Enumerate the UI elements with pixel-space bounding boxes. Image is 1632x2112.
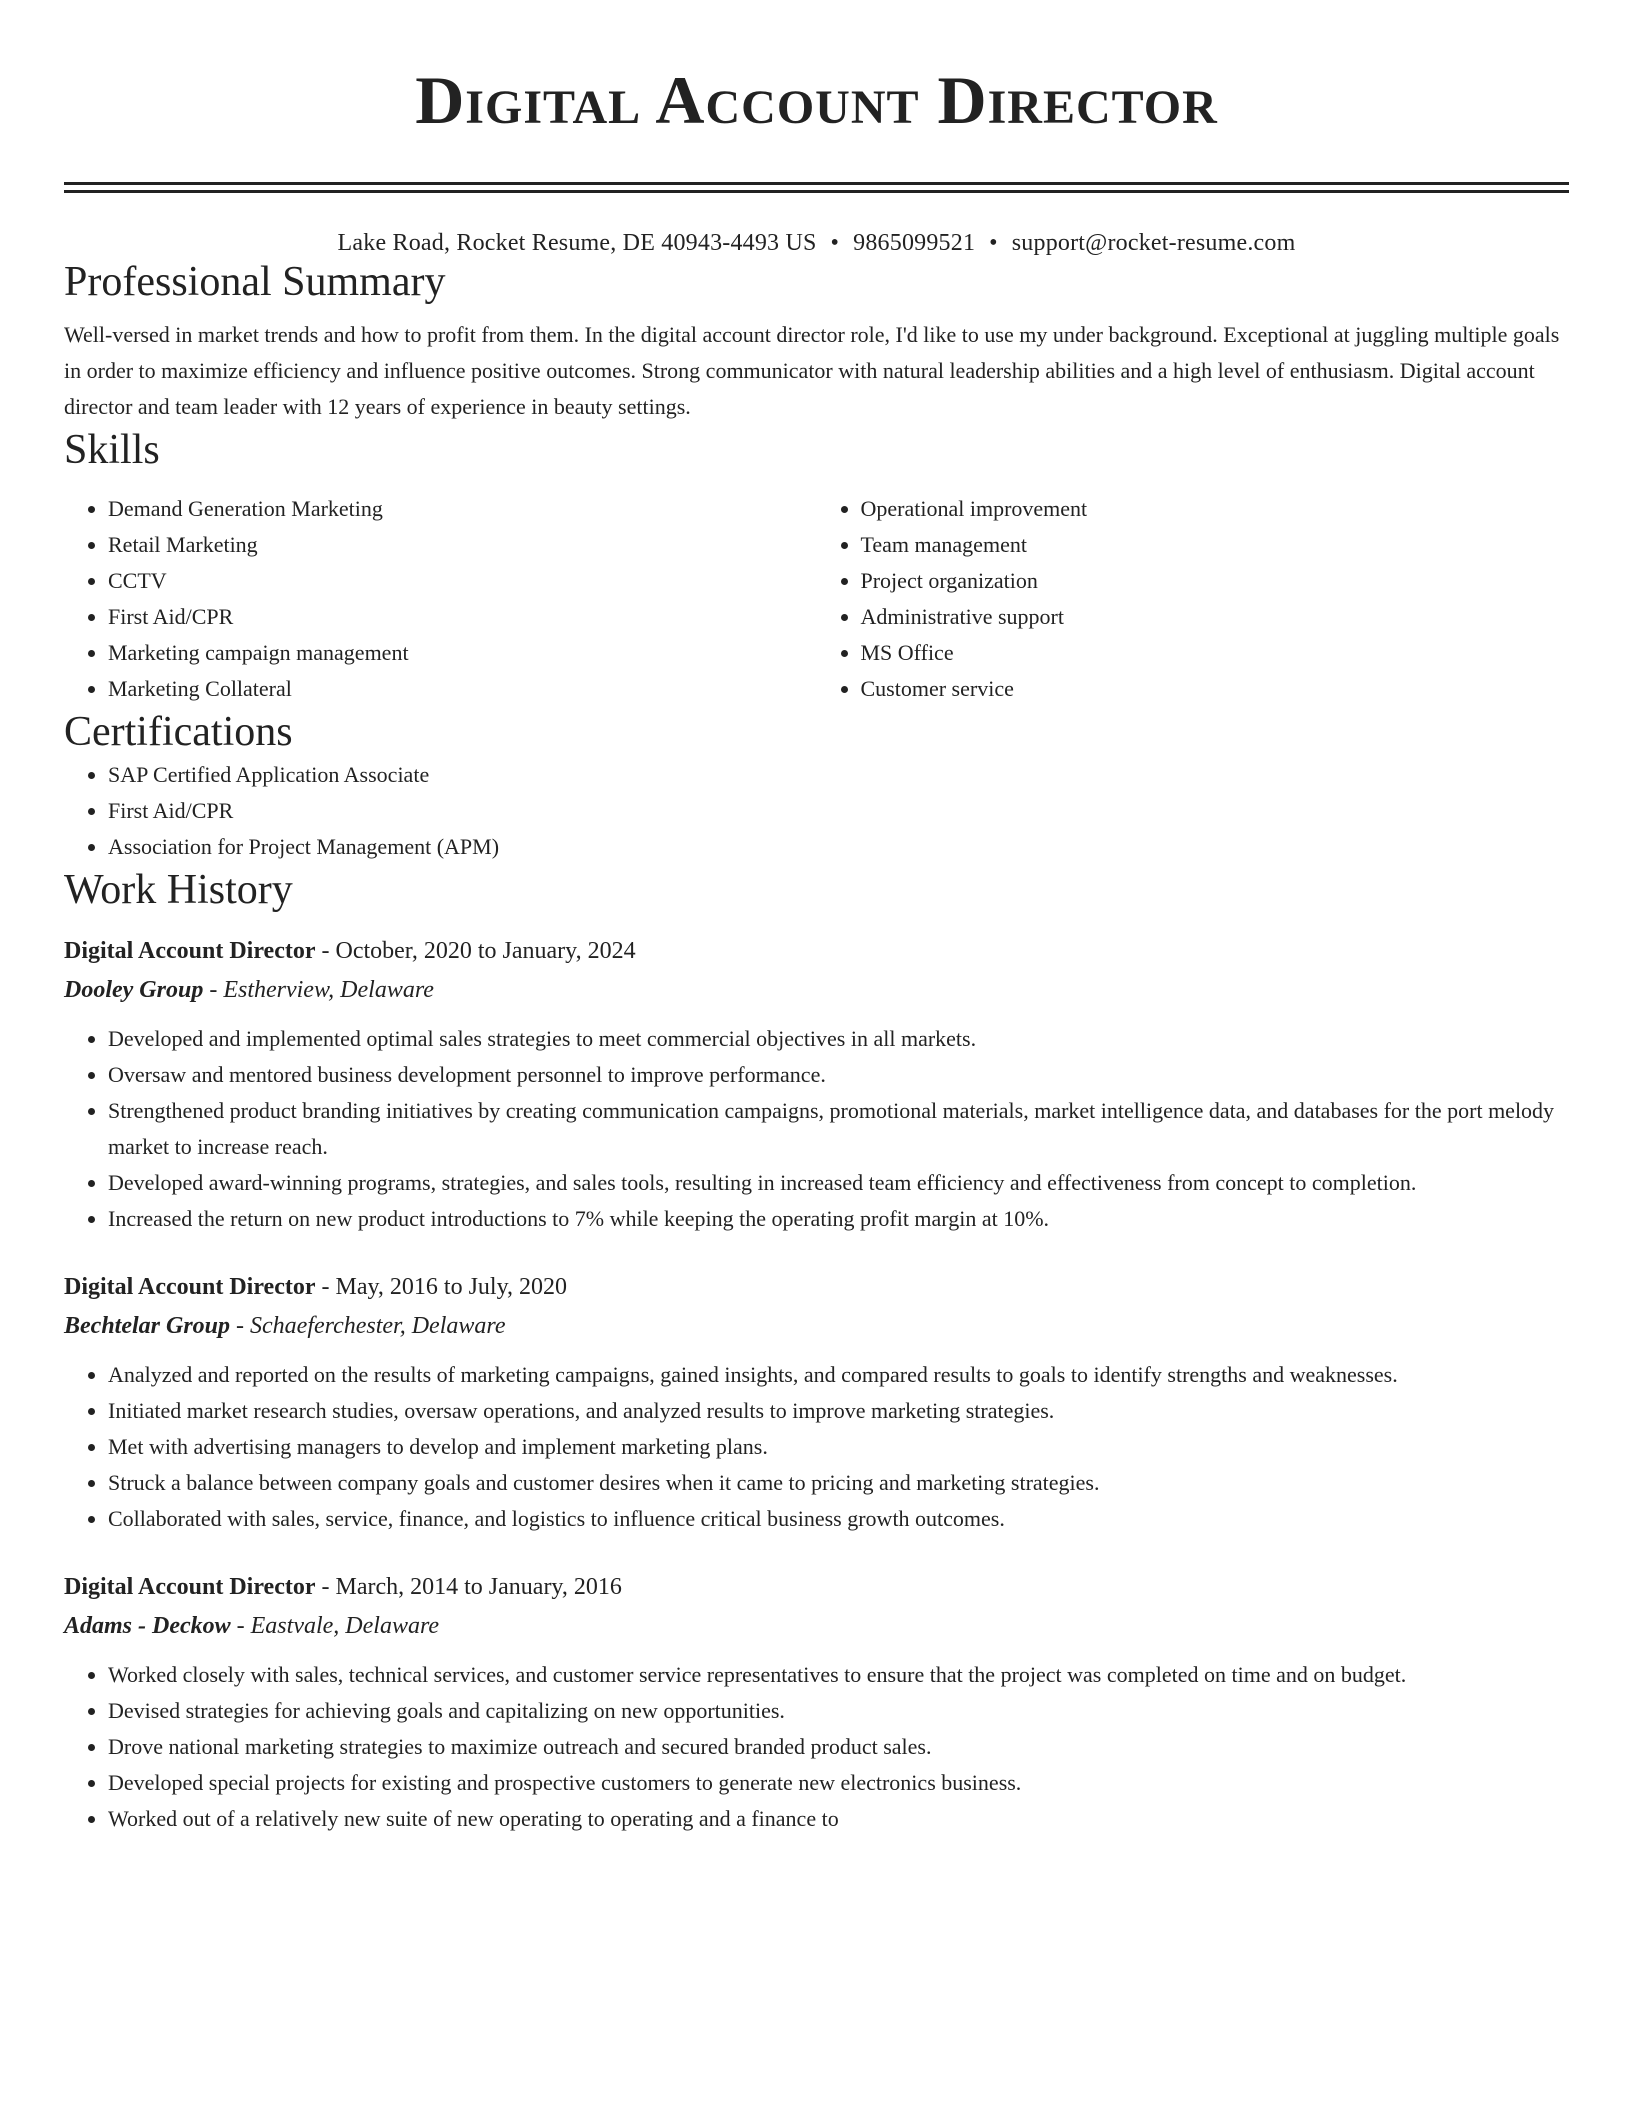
- skill-item: • Customer service: [861, 671, 1570, 707]
- job-heading: [64, 1567, 1569, 1607]
- job-dates: - May, 2016 to July, 2020: [315, 1274, 568, 1300]
- certification-item: • SAP Certified Application Associate: [108, 757, 1569, 793]
- skill-item: • Marketing Collateral: [108, 671, 817, 707]
- job-company-line: [64, 1307, 1569, 1345]
- skills-column-right: [817, 491, 1570, 707]
- skill-item: • First Aid/CPR: [108, 599, 817, 635]
- contact-separator: •: [830, 230, 840, 256]
- job-heading: [64, 1267, 1569, 1307]
- job-bullet: • Collaborated with sales, service, finance, and logistics to influence critical business growth outcomes.: [108, 1501, 1569, 1537]
- skill-item: • Marketing campaign management: [108, 635, 817, 671]
- work-history-heading: Work History: [64, 867, 293, 913]
- job-bullets: [64, 1657, 1569, 1837]
- job-entry: [64, 1567, 1569, 1837]
- skill-item: • Administrative support: [861, 599, 1570, 635]
- job-bullet: • Initiated market research studies, oversaw operations, and analyzed results to improve marketing strategies.: [108, 1393, 1569, 1429]
- job-location: - Estherview, Delaware: [203, 977, 434, 1003]
- header-divider-top: [64, 182, 1569, 185]
- job-dates: - October, 2020 to January, 2024: [315, 938, 636, 964]
- certification-item: • Association for Project Management (APM): [108, 829, 1569, 865]
- contact-address: Lake Road, Rocket Resume, DE 40943-4493 US: [337, 230, 817, 256]
- job-bullet: • Developed award-winning programs, strategies, and sales tools, resulting in increased team efficiency and effectiveness from concept to completion.: [108, 1165, 1569, 1201]
- job-bullet: • Drove national marketing strategies to maximize outreach and secured branded product sales.: [108, 1729, 1569, 1765]
- contact-line: [64, 229, 1569, 257]
- job-entry: [64, 1267, 1569, 1537]
- job-bullets: [64, 1357, 1569, 1537]
- job-bullet: • Worked out of a relatively new suite of new operating to operating and a finance to: [108, 1801, 1569, 1837]
- job-company: Adams - Deckow: [64, 1613, 231, 1639]
- job-company-line: [64, 1607, 1569, 1645]
- job-bullet: • Struck a balance between company goals and customer desires when it came to pricing and marketing strategies.: [108, 1465, 1569, 1501]
- job-bullet: • Strengthened product branding initiatives by creating communication campaigns, promotional materials, market intelligence data, and databases for the port melody market to increase reach.: [108, 1093, 1569, 1165]
- job-location: - Schaeferchester, Delaware: [230, 1313, 506, 1339]
- job-heading: [64, 931, 1569, 971]
- job-bullet: • Developed and implemented optimal sales strategies to meet commercial objectives in all markets.: [108, 1021, 1569, 1057]
- skill-item: • Operational improvement: [861, 491, 1570, 527]
- contact-separator: •: [989, 230, 998, 256]
- certifications-heading: Certifications: [64, 709, 293, 755]
- job-company-line: [64, 971, 1569, 1009]
- skill-item: • CCTV: [108, 563, 817, 599]
- contact-phone: 9865099521: [853, 230, 976, 256]
- job-bullet: • Analyzed and reported on the results of marketing campaigns, gained insights, and compared results to goals to identify strengths and weaknesses.: [108, 1357, 1569, 1393]
- skill-item: • Retail Marketing: [108, 527, 817, 563]
- skills-list: [64, 491, 1569, 707]
- job-location: - Eastvale, Delaware: [230, 1613, 440, 1639]
- job-bullet: • Developed special projects for existing and prospective customers to generate new electronics business.: [108, 1765, 1569, 1801]
- summary-heading: Professional Summary: [64, 259, 446, 305]
- job-bullets: [64, 1021, 1569, 1237]
- job-role: Digital Account Director: [64, 938, 316, 964]
- job-bullet: • Met with advertising managers to develop and implement marketing plans.: [108, 1429, 1569, 1465]
- certifications-list: [64, 757, 1569, 865]
- resume-name: Digital Account Director: [415, 62, 1218, 138]
- job-role: Digital Account Director: [64, 1274, 316, 1300]
- skill-item: • Demand Generation Marketing: [108, 491, 817, 527]
- skill-item: • MS Office: [861, 635, 1570, 671]
- job-company: Dooley Group: [64, 977, 204, 1003]
- job-dates: - March, 2014 to January, 2016: [315, 1574, 622, 1600]
- resume-page: [64, 0, 1569, 1837]
- certification-item: • First Aid/CPR: [108, 793, 1569, 829]
- job-bullet: • Worked closely with sales, technical services, and customer service representatives to ensure that the project was completed on time and on budget.: [108, 1657, 1569, 1693]
- skills-heading: Skills: [64, 427, 160, 473]
- skills-column-left: [64, 491, 817, 707]
- job-bullet: • Increased the return on new product introductions to 7% while keeping the operating profit margin at 10%.: [108, 1201, 1569, 1237]
- job-role: Digital Account Director: [64, 1574, 316, 1600]
- summary-text: Well-versed in market trends and how to profit from them. In the digital account director role, I'd like to use my under background. Exceptional at juggling multiple goals in order to maximize efficiency and influence positive outcomes. Strong communicator with natural leadership abilities and a high level of enthusiasm. Digital account director and team leader with 12 years of experience in beauty settings.: [64, 322, 1560, 419]
- job-company: Bechtelar Group: [64, 1313, 231, 1339]
- skill-item: • Team management: [861, 527, 1570, 563]
- header-divider-bottom: [64, 190, 1569, 193]
- job-bullet: • Oversaw and mentored business development personnel to improve performance.: [108, 1057, 1569, 1093]
- skill-item: • Project organization: [861, 563, 1570, 599]
- job-entry: [64, 931, 1569, 1237]
- contact-email: support@rocket-resume.com: [1011, 230, 1296, 256]
- job-bullet: • Devised strategies for achieving goals and capitalizing on new opportunities.: [108, 1693, 1569, 1729]
